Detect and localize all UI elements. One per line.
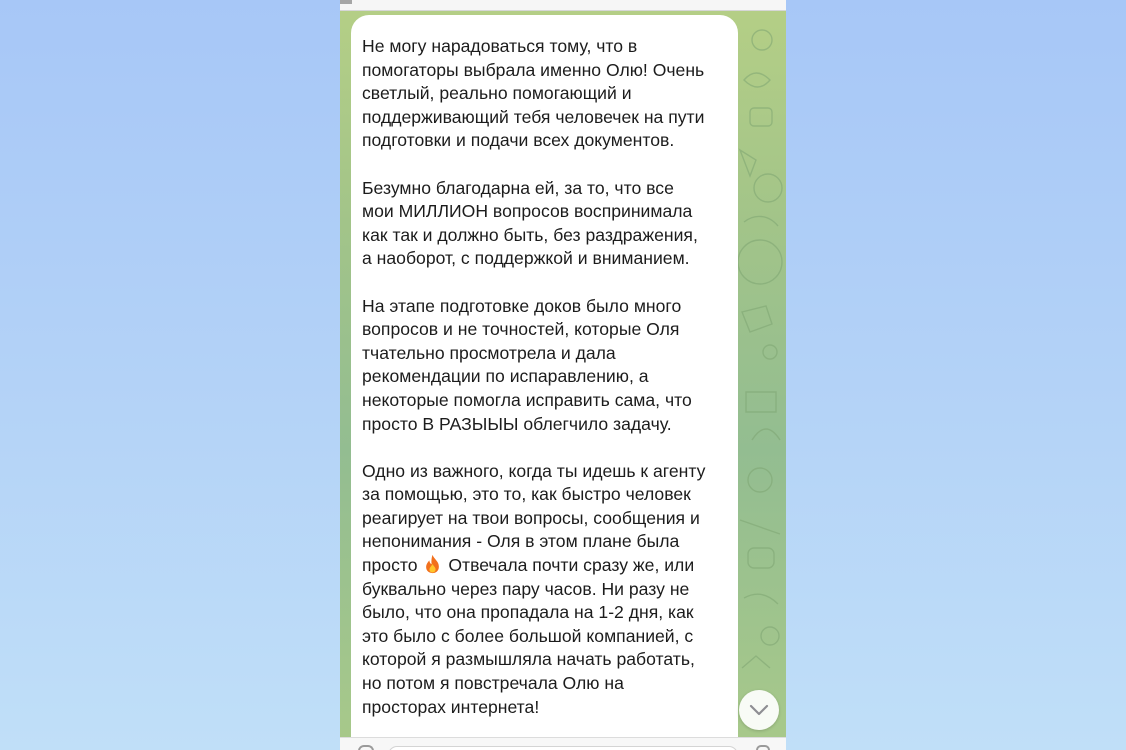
- telegram-chat-screen: [340, 0, 786, 750]
- fire-emoji-icon: [423, 554, 442, 574]
- chevron-down-icon: [748, 703, 770, 717]
- message-text-part1: Не могу нарадоваться тому, что в помогаторы выбрала именно Олю! Очень светлый, реально помогающий и поддерживающий тебя человечек на пути подготовки и подачи всех документов. Безумно благодарна ей, за то, что все мои МИЛЛИОН вопросов воспринимала как так и должно быть, без раздражения, а наоборот, с поддержкой и вниманием. На этапе подготовке доков было много вопросов и не точностей, которые Оля тчательно просмотрела и дала рекомендации по испаравлению, а некоторые помогла исправить сама, что просто В РАЗЫЫЫ облегчило задачу. Одно из важного, когда ты идешь к агенту за помощью, это то, как быстро человек реагирует на твои вопросы, сообщения и непонимания - Оля в этом плане была просто: [362, 36, 706, 576]
- message-composer: [340, 737, 786, 750]
- message-text: [362, 35, 734, 719]
- message-text-part2: Отвечала почти сразу же, или буквально через пару часов. Ни разу не было, что она пропадала на 1-2 дня, как это было с более большой компанией, с которой я размышляла начать работать, но потом я повстречала Олю на просторах интернета!: [362, 555, 695, 717]
- message-input[interactable]: [388, 746, 738, 750]
- microphone-icon[interactable]: [756, 745, 770, 750]
- scroll-down-button[interactable]: [739, 690, 779, 730]
- attach-icon[interactable]: [358, 745, 374, 750]
- message-bubble[interactable]: [351, 15, 738, 750]
